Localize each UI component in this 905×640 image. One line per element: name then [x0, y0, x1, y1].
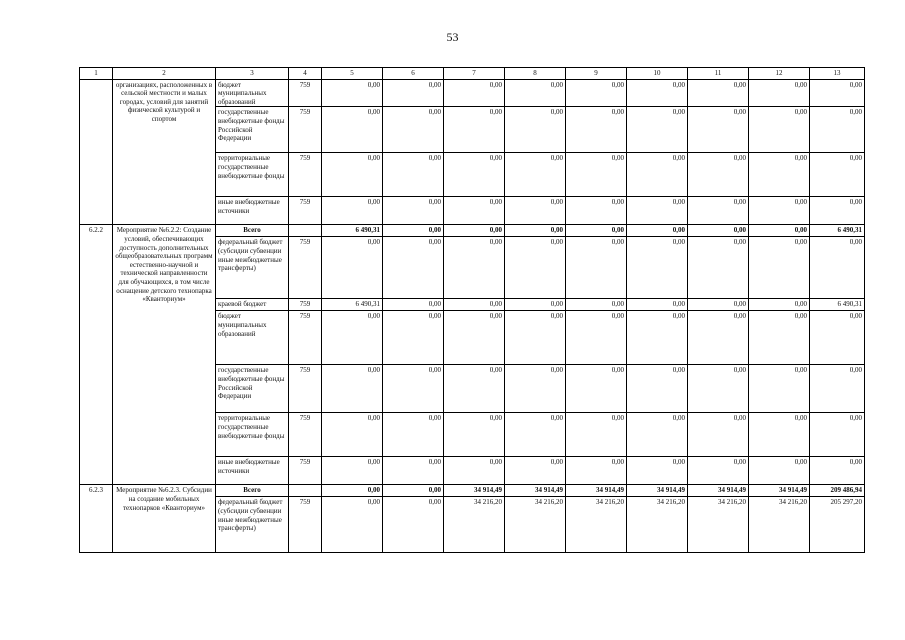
- column-number-cell: 11: [688, 68, 749, 80]
- amount-cell: 6 490,31: [810, 299, 865, 311]
- amount-cell: 0,00: [688, 311, 749, 365]
- amount-cell: 0,00: [627, 365, 688, 413]
- amount-cell: 0,00: [688, 225, 749, 237]
- budget-code-cell: 759: [289, 365, 322, 413]
- amount-cell: 34 914,49: [627, 485, 688, 497]
- funding-source-cell: иные внебюджетные источники: [216, 197, 289, 225]
- amount-cell: 0,00: [749, 225, 810, 237]
- budget-code-cell: 759: [289, 413, 322, 457]
- amount-cell: 0,00: [688, 457, 749, 485]
- amount-cell: 0,00: [322, 457, 383, 485]
- amount-cell: 6 490,31: [810, 225, 865, 237]
- amount-cell: 0,00: [688, 365, 749, 413]
- amount-cell: 0,00: [383, 237, 444, 299]
- amount-cell: 0,00: [383, 197, 444, 225]
- activity-description-cell: Мероприятие №6.2.2: Создание условий, обеспечивающих доступность дополнительных общеобразовательных программ естественно-научной и технической направленности для обучающихся, в том числе оснащение детского технопарка «Кванториум»: [113, 225, 216, 485]
- amount-cell: 0,00: [627, 237, 688, 299]
- budget-code-cell: 759: [289, 107, 322, 153]
- amount-cell: 0,00: [566, 299, 627, 311]
- column-number-cell: 9: [566, 68, 627, 80]
- amount-cell: 0,00: [322, 413, 383, 457]
- amount-cell: 0,00: [810, 153, 865, 197]
- funding-source-cell: федеральный бюджет (субсидии субвенции иные межбюджетные трансферты): [216, 497, 289, 553]
- amount-cell: 0,00: [566, 107, 627, 153]
- amount-cell: 0,00: [688, 197, 749, 225]
- budget-code-cell: [289, 485, 322, 497]
- amount-cell: 34 216,20: [566, 497, 627, 553]
- budget-code-cell: 759: [289, 311, 322, 365]
- amount-cell: 0,00: [322, 153, 383, 197]
- amount-cell: 0,00: [383, 79, 444, 107]
- budget-code-cell: 759: [289, 237, 322, 299]
- amount-cell: 34 216,20: [688, 497, 749, 553]
- column-number-cell: 10: [627, 68, 688, 80]
- amount-cell: 6 490,31: [322, 299, 383, 311]
- amount-cell: 0,00: [444, 153, 505, 197]
- budget-code-cell: 759: [289, 79, 322, 107]
- amount-cell: 0,00: [383, 413, 444, 457]
- amount-cell: 0,00: [505, 153, 566, 197]
- amount-cell: 0,00: [383, 365, 444, 413]
- funding-source-cell: территориальные государственные внебюджетные фонды: [216, 153, 289, 197]
- amount-cell: 0,00: [322, 107, 383, 153]
- amount-cell: 0,00: [688, 79, 749, 107]
- column-number-cell: 6: [383, 68, 444, 80]
- amount-cell: 34 914,49: [566, 485, 627, 497]
- amount-cell: 209 486,94: [810, 485, 865, 497]
- amount-cell: 0,00: [749, 413, 810, 457]
- amount-cell: 0,00: [505, 225, 566, 237]
- amount-cell: 0,00: [566, 237, 627, 299]
- amount-cell: 0,00: [810, 79, 865, 107]
- activity-description-cell: организациях, расположенных в сельской местности и малых городах, условий для занятий физической культурой и спортом: [113, 79, 216, 225]
- budget-code-cell: 759: [289, 457, 322, 485]
- amount-cell: 0,00: [444, 365, 505, 413]
- item-number-cell: 6.2.2: [80, 225, 113, 485]
- amount-cell: 0,00: [749, 237, 810, 299]
- amount-cell: 0,00: [749, 299, 810, 311]
- amount-cell: 34 914,49: [505, 485, 566, 497]
- amount-cell: 0,00: [383, 299, 444, 311]
- column-number-cell: 12: [749, 68, 810, 80]
- amount-cell: 0,00: [749, 153, 810, 197]
- page-number: 53: [446, 30, 459, 44]
- amount-cell: 0,00: [627, 153, 688, 197]
- amount-cell: 205 297,20: [810, 497, 865, 553]
- amount-cell: 0,00: [627, 413, 688, 457]
- funding-source-cell: территориальные государственные внебюджетные фонды: [216, 413, 289, 457]
- amount-cell: 0,00: [688, 153, 749, 197]
- amount-cell: 0,00: [322, 79, 383, 107]
- amount-cell: 0,00: [749, 457, 810, 485]
- amount-cell: 0,00: [444, 299, 505, 311]
- amount-cell: 0,00: [444, 311, 505, 365]
- column-number-row: [80, 68, 865, 80]
- column-number-cell: 5: [322, 68, 383, 80]
- amount-cell: 0,00: [383, 457, 444, 485]
- amount-cell: 0,00: [383, 107, 444, 153]
- amount-cell: 0,00: [810, 107, 865, 153]
- amount-cell: 34 914,49: [688, 485, 749, 497]
- amount-cell: 0,00: [810, 311, 865, 365]
- amount-cell: 0,00: [566, 197, 627, 225]
- amount-cell: 0,00: [688, 299, 749, 311]
- amount-cell: 0,00: [505, 413, 566, 457]
- amount-cell: 0,00: [383, 225, 444, 237]
- column-number-cell: 2: [113, 68, 216, 80]
- amount-cell: 0,00: [505, 197, 566, 225]
- amount-cell: 0,00: [322, 365, 383, 413]
- amount-cell: 0,00: [444, 457, 505, 485]
- budget-code-cell: [289, 225, 322, 237]
- amount-cell: 0,00: [688, 413, 749, 457]
- budget-code-cell: 759: [289, 497, 322, 553]
- amount-cell: 0,00: [322, 311, 383, 365]
- amount-cell: 0,00: [505, 107, 566, 153]
- funding-source-cell: краевой бюджет: [216, 299, 289, 311]
- amount-cell: 0,00: [505, 79, 566, 107]
- budget-code-cell: 759: [289, 153, 322, 197]
- amount-cell: 0,00: [444, 225, 505, 237]
- amount-cell: 0,00: [383, 311, 444, 365]
- amount-cell: 34 216,20: [444, 497, 505, 553]
- amount-cell: 0,00: [810, 413, 865, 457]
- budget-table: [79, 67, 865, 553]
- amount-cell: 0,00: [810, 237, 865, 299]
- funding-source-cell: бюджет муниципальных образований: [216, 311, 289, 365]
- column-number-cell: 13: [810, 68, 865, 80]
- amount-cell: 34 216,20: [749, 497, 810, 553]
- amount-cell: 0,00: [749, 365, 810, 413]
- column-number-cell: 7: [444, 68, 505, 80]
- funding-source-cell: государственные внебюджетные фонды Российской Федерации: [216, 107, 289, 153]
- amount-cell: 0,00: [810, 197, 865, 225]
- amount-cell: 0,00: [627, 107, 688, 153]
- amount-cell: 0,00: [444, 107, 505, 153]
- amount-cell: 34 216,20: [627, 497, 688, 553]
- budget-code-cell: 759: [289, 299, 322, 311]
- amount-cell: 0,00: [627, 299, 688, 311]
- amount-cell: 0,00: [383, 485, 444, 497]
- column-number-cell: 8: [505, 68, 566, 80]
- column-number-cell: 3: [216, 68, 289, 80]
- column-number-cell: 4: [289, 68, 322, 80]
- amount-cell: 0,00: [322, 197, 383, 225]
- table-row: [80, 225, 865, 237]
- amount-cell: 34 216,20: [505, 497, 566, 553]
- amount-cell: 0,00: [566, 153, 627, 197]
- amount-cell: 0,00: [505, 311, 566, 365]
- amount-cell: 0,00: [444, 79, 505, 107]
- amount-cell: 0,00: [566, 225, 627, 237]
- amount-cell: 0,00: [444, 413, 505, 457]
- funding-source-cell: иные внебюджетные источники: [216, 457, 289, 485]
- amount-cell: 0,00: [749, 197, 810, 225]
- amount-cell: 6 490,31: [322, 225, 383, 237]
- funding-source-cell: Всего: [216, 485, 289, 497]
- amount-cell: 0,00: [322, 485, 383, 497]
- amount-cell: 0,00: [322, 237, 383, 299]
- amount-cell: 0,00: [566, 311, 627, 365]
- amount-cell: 0,00: [688, 237, 749, 299]
- amount-cell: 0,00: [505, 237, 566, 299]
- amount-cell: 0,00: [505, 457, 566, 485]
- item-number-cell: [80, 79, 113, 225]
- amount-cell: 0,00: [444, 197, 505, 225]
- amount-cell: 0,00: [627, 197, 688, 225]
- funding-source-cell: бюджет муниципальных образований: [216, 79, 289, 107]
- table-row: [80, 485, 865, 497]
- amount-cell: 34 914,49: [444, 485, 505, 497]
- amount-cell: 0,00: [566, 79, 627, 107]
- amount-cell: 0,00: [688, 107, 749, 153]
- amount-cell: 0,00: [566, 457, 627, 485]
- amount-cell: 0,00: [749, 79, 810, 107]
- amount-cell: 0,00: [810, 365, 865, 413]
- amount-cell: 0,00: [383, 153, 444, 197]
- amount-cell: 34 914,49: [749, 485, 810, 497]
- amount-cell: 0,00: [566, 413, 627, 457]
- amount-cell: 0,00: [383, 497, 444, 553]
- amount-cell: 0,00: [322, 497, 383, 553]
- amount-cell: 0,00: [627, 457, 688, 485]
- amount-cell: 0,00: [627, 79, 688, 107]
- budget-code-cell: 759: [289, 197, 322, 225]
- amount-cell: 0,00: [505, 365, 566, 413]
- amount-cell: 0,00: [749, 107, 810, 153]
- amount-cell: 0,00: [505, 299, 566, 311]
- funding-source-cell: Всего: [216, 225, 289, 237]
- amount-cell: 0,00: [566, 365, 627, 413]
- amount-cell: 0,00: [810, 457, 865, 485]
- column-number-cell: 1: [80, 68, 113, 80]
- amount-cell: 0,00: [627, 311, 688, 365]
- activity-description-cell: Мероприятие №6.2.3. Субсидии на создание мобильных технопарков «Кванториум»: [113, 485, 216, 553]
- funding-source-cell: федеральный бюджет (субсидии субвенции иные межбюджетные трансферты): [216, 237, 289, 299]
- funding-source-cell: государственные внебюджетные фонды Российской Федерации: [216, 365, 289, 413]
- table-row: [80, 79, 865, 107]
- amount-cell: 0,00: [627, 225, 688, 237]
- item-number-cell: 6.2.3: [80, 485, 113, 553]
- amount-cell: 0,00: [444, 237, 505, 299]
- amount-cell: 0,00: [749, 311, 810, 365]
